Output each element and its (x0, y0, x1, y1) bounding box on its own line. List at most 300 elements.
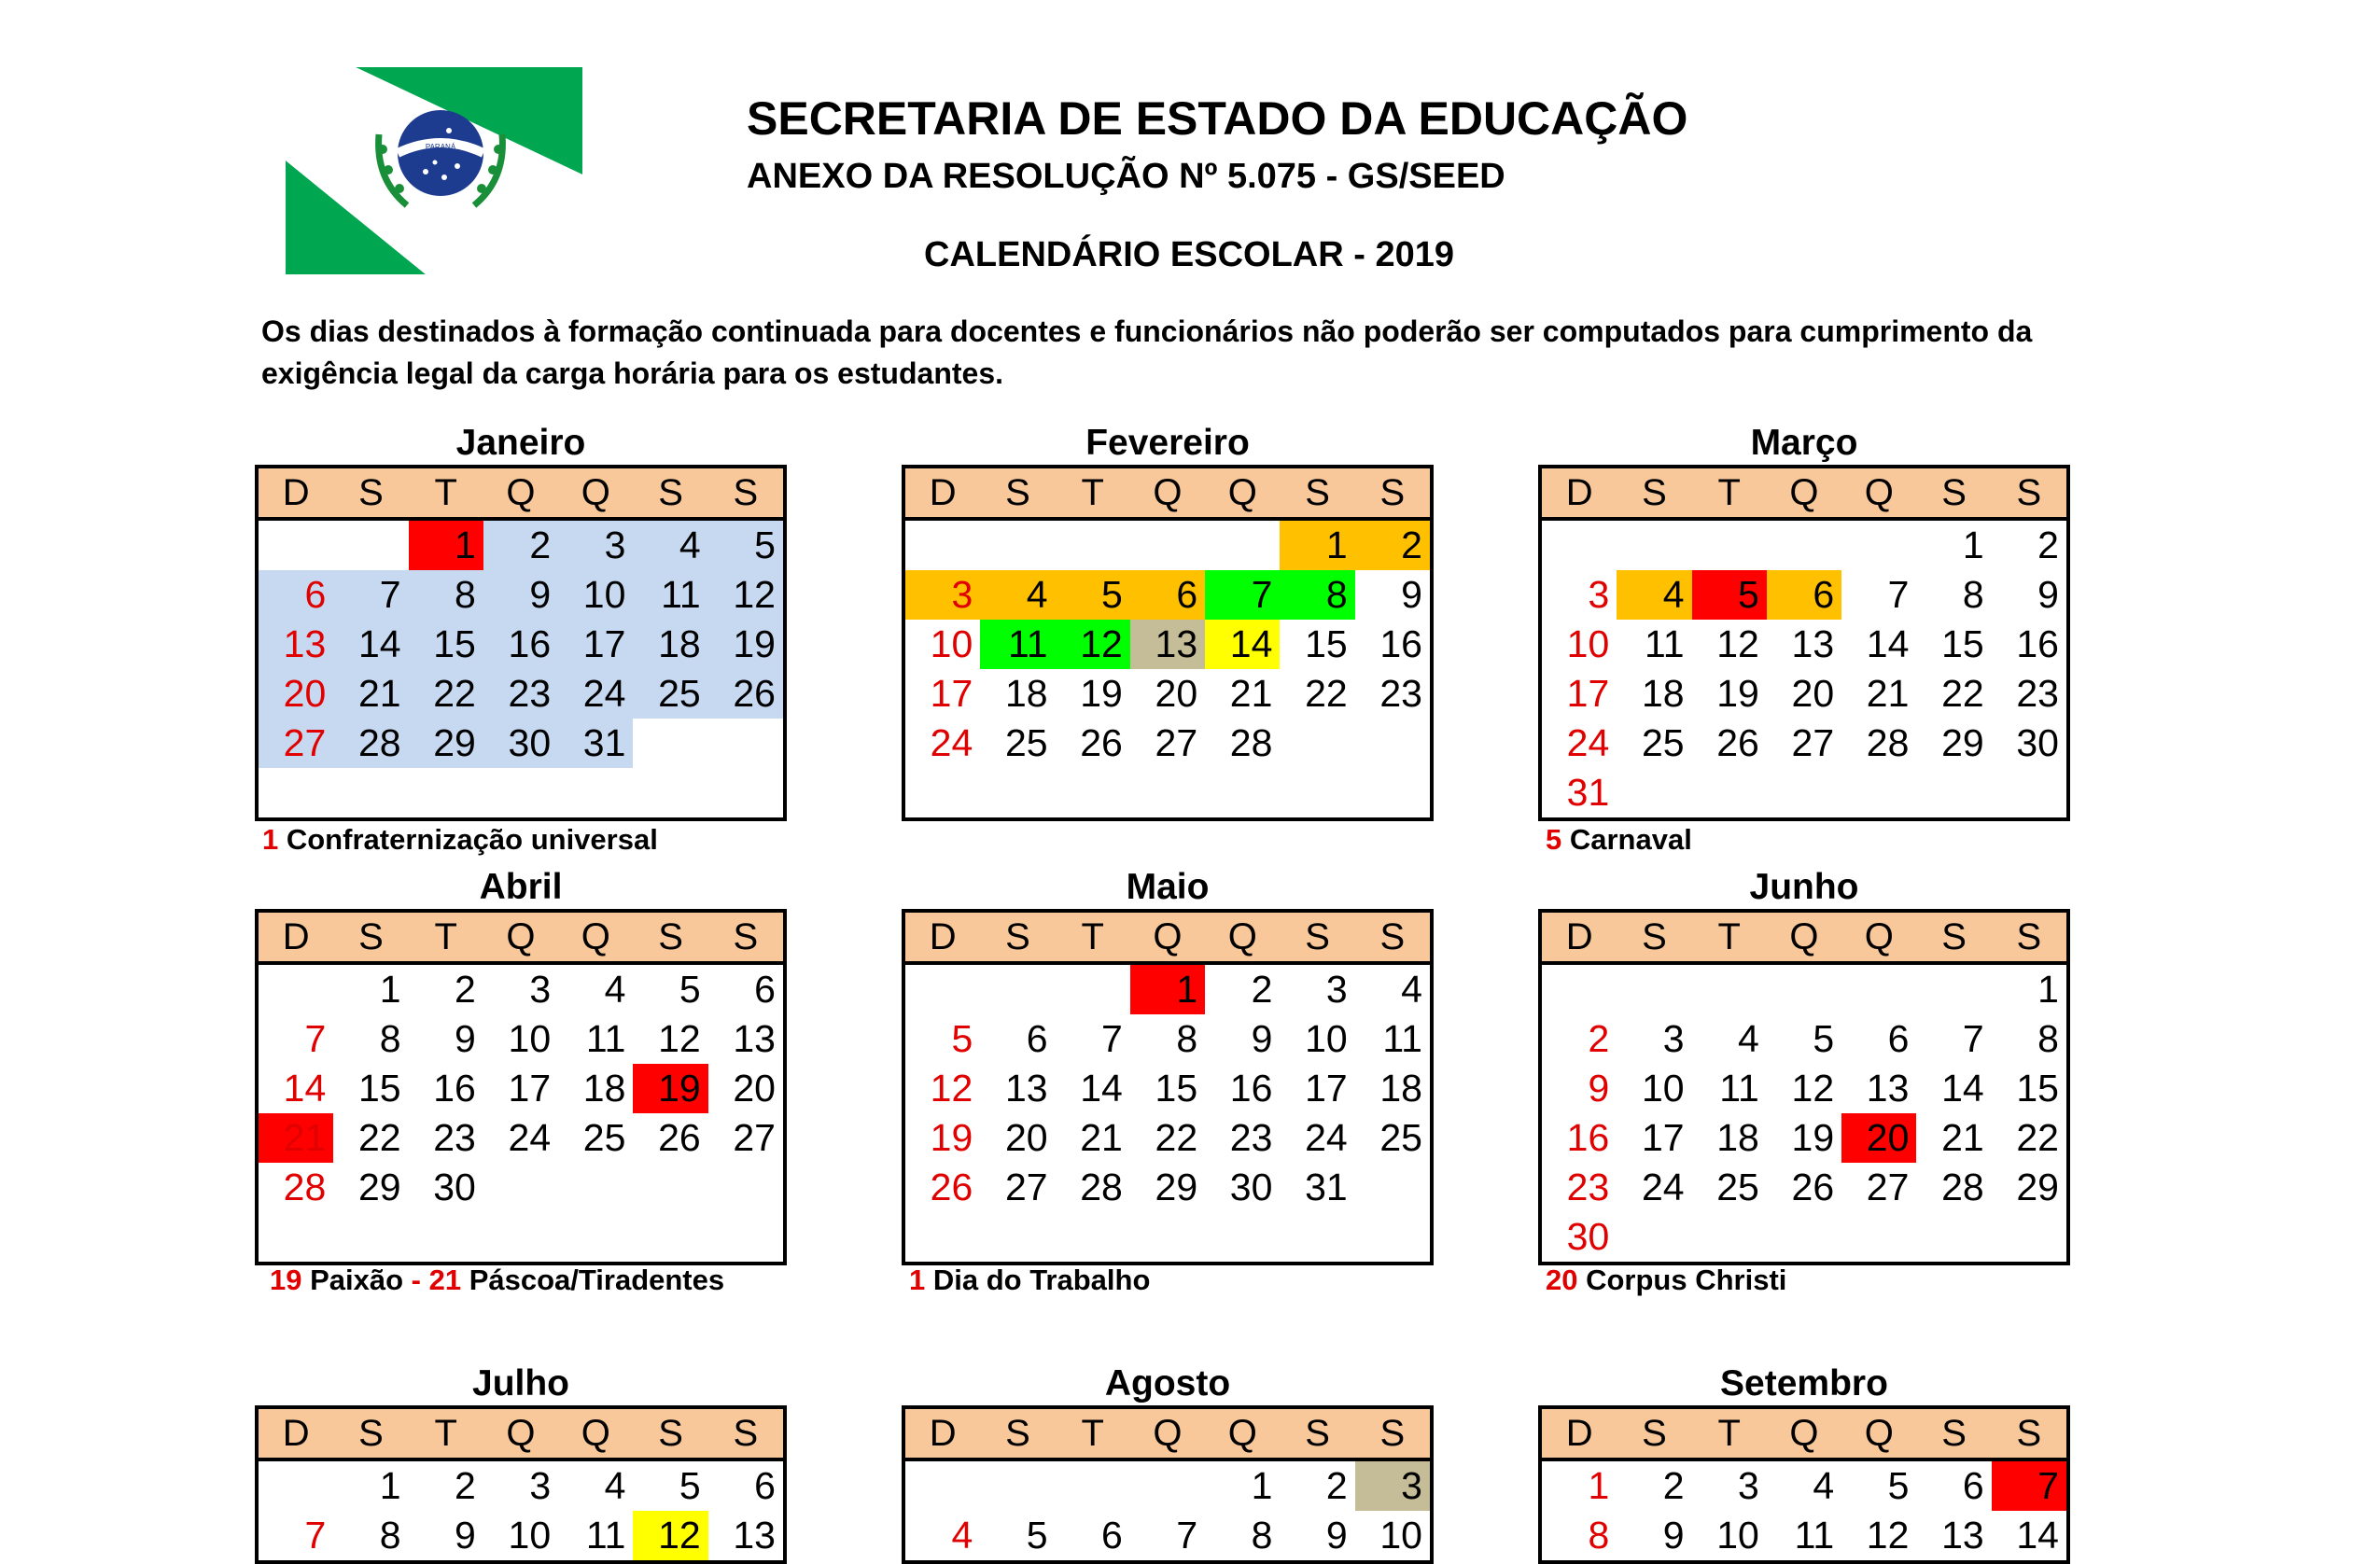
day-cell: 16 (1229, 1067, 1273, 1110)
day-cell: 3 (1355, 1461, 1430, 1511)
day-cell: 8 (1251, 1514, 1273, 1557)
day-cell: 3 (529, 968, 552, 1011)
weekday-label: S (1379, 472, 1406, 513)
holiday-note (262, 823, 658, 857)
week-row (905, 719, 1430, 768)
day-cell: 3 (905, 570, 980, 620)
month-agosto (902, 1362, 1434, 1564)
note-description: Páscoa/Tiradentes (461, 1264, 725, 1296)
day-cell: 12 (1791, 1067, 1835, 1110)
weekday-label: T (1717, 1413, 1741, 1454)
day-cell: 21 (333, 669, 408, 719)
holiday-note (1546, 823, 1692, 857)
day-cell: 8 (379, 1514, 401, 1557)
weekday-label: D (282, 472, 310, 513)
day-cell: 11 (980, 620, 1055, 669)
month-days (1542, 1461, 2066, 1560)
weekday-label: S (2016, 472, 2042, 513)
day-cell (1130, 521, 1205, 570)
day-cell: 19 (1716, 672, 1759, 715)
day-cell: 15 (1941, 622, 1984, 665)
day-cell: 10 (508, 1514, 552, 1557)
month-name: Abril (479, 867, 563, 907)
day-cell: 23 (483, 669, 558, 719)
day-cell (1692, 1212, 1767, 1262)
day-cell (1767, 521, 1841, 570)
day-cell: 22 (409, 669, 483, 719)
day-cell: 21 (1941, 1116, 1984, 1159)
day-cell: 25 (582, 1116, 626, 1159)
flag-text: PARANÁ (425, 143, 456, 151)
day-cell: 5 (1056, 570, 1130, 620)
day-cell: 9 (1588, 1067, 1610, 1110)
weekday-label: S (1005, 1413, 1030, 1454)
month-name: Setembro (1720, 1363, 1888, 1403)
weekday-header (1542, 468, 2066, 521)
day-cell: 16 (483, 620, 558, 669)
weekday-label: Q (1227, 1413, 1257, 1454)
day-cell: 27 (1791, 721, 1835, 764)
day-cell (1992, 1212, 2066, 1262)
day-cell: 1 (1251, 1464, 1273, 1507)
day-cell: 30 (1229, 1166, 1273, 1208)
day-cell (483, 1163, 558, 1212)
day-cell: 25 (1641, 721, 1685, 764)
week-row (1542, 1212, 2066, 1262)
day-cell (558, 1163, 633, 1212)
day-cell: 9 (455, 1017, 476, 1060)
weekday-label: Q (1864, 1413, 1894, 1454)
week-row (1542, 1163, 2066, 1212)
day-cell: 16 (1379, 622, 1422, 665)
day-cell (483, 1212, 558, 1262)
day-cell: 26 (1716, 721, 1759, 764)
day-cell (1205, 521, 1280, 570)
day-cell: 5 (951, 1017, 973, 1060)
day-cell: 4 (1617, 570, 1691, 620)
day-cell: 3 (1325, 968, 1348, 1011)
day-cell: 2 (1251, 968, 1273, 1011)
day-cell: 17 (508, 1067, 552, 1110)
day-cell (1692, 768, 1767, 817)
day-cell: 7 (1992, 1461, 2066, 1511)
day-cell: 21 (1229, 672, 1273, 715)
week-row (1542, 669, 2066, 719)
day-cell: 3 (1738, 1464, 1759, 1507)
day-cell (1992, 768, 2066, 817)
week-row (259, 1014, 783, 1064)
day-cell: 24 (508, 1116, 552, 1159)
month-name: Junho (1749, 867, 1859, 907)
weekday-label: S (2016, 916, 2042, 957)
page-title: SECRETARIA DE ESTADO DA EDUCAÇÃO (747, 92, 1688, 145)
weekday-label: Q (581, 916, 610, 957)
day-cell: 21 (1866, 672, 1910, 715)
month-name: Fevereiro (1085, 423, 1250, 463)
day-cell: 22 (2016, 1116, 2059, 1159)
month-table (1538, 1405, 2070, 1564)
day-cell: 4 (980, 570, 1055, 620)
weekday-label: D (929, 472, 957, 513)
day-cell: 4 (633, 521, 707, 570)
weekday-label: S (1941, 472, 1967, 513)
weekday-label: S (1305, 916, 1330, 957)
day-cell: 30 (1566, 1215, 1610, 1258)
day-cell (1916, 768, 1991, 817)
note-day-number: 1 (909, 1264, 926, 1296)
week-row (905, 1461, 1430, 1511)
day-cell (259, 1212, 333, 1262)
month-days (1542, 521, 2066, 817)
note-day-number: 20 (1546, 1264, 1578, 1296)
month-abril (255, 866, 787, 1265)
day-cell: 17 (1641, 1116, 1685, 1159)
day-cell (980, 521, 1055, 570)
week-row (905, 620, 1430, 669)
day-cell: 9 (1251, 1017, 1273, 1060)
notice-text (261, 311, 2175, 395)
weekday-label: D (1565, 472, 1593, 513)
weekday-label: T (1081, 916, 1104, 957)
day-cell: 6 (1101, 1514, 1123, 1557)
weekday-label: S (1005, 472, 1030, 513)
day-cell: 11 (585, 1514, 626, 1557)
day-cell (1355, 768, 1430, 817)
week-row (259, 1461, 783, 1511)
day-cell: 13 (1004, 1067, 1048, 1110)
day-cell: 5 (1692, 570, 1767, 620)
week-row (259, 521, 783, 570)
day-cell: 7 (304, 1017, 327, 1060)
day-cell: 1 (1962, 524, 1984, 566)
weekday-label: Q (1789, 916, 1819, 957)
week-row (259, 669, 783, 719)
day-cell (1355, 1163, 1430, 1212)
day-cell: 14 (2016, 1514, 2059, 1557)
notice-line-2: exigência legal da carga horária para os estudantes. (261, 356, 1003, 390)
weekday-header (1542, 913, 2066, 965)
day-cell: 10 (1305, 1017, 1348, 1060)
month-julho (255, 1362, 787, 1564)
day-cell: 14 (1941, 1067, 1984, 1110)
weekday-label: S (1305, 1413, 1330, 1454)
day-cell (1841, 965, 1916, 1014)
day-cell: 17 (558, 620, 633, 669)
weekday-label: D (929, 916, 957, 957)
day-cell (259, 768, 333, 817)
day-cell: 14 (1080, 1067, 1123, 1110)
day-cell: 23 (433, 1116, 476, 1159)
day-cell: 27 (733, 1116, 776, 1159)
day-cell (633, 719, 707, 768)
day-cell: 28 (333, 719, 408, 768)
week-row (905, 1113, 1430, 1163)
day-cell (1617, 768, 1691, 817)
day-cell: 27 (1866, 1166, 1910, 1208)
day-cell: 6 (1767, 570, 1841, 620)
note-day-number: - 21 (411, 1264, 462, 1296)
day-cell (708, 1212, 783, 1262)
page-subtitle: ANEXO DA RESOLUÇÃO Nº 5.075 - GS/SEED (747, 157, 1505, 196)
day-cell: 4 (604, 968, 626, 1011)
week-row (905, 521, 1430, 570)
day-cell (708, 719, 783, 768)
day-cell: 23 (1566, 1166, 1610, 1208)
day-cell: 7 (1887, 573, 1910, 616)
day-cell: 18 (1004, 672, 1048, 715)
day-cell: 18 (1379, 1067, 1422, 1110)
day-cell: 12 (1866, 1514, 1910, 1557)
day-cell: 31 (1305, 1166, 1348, 1208)
weekday-label: S (1379, 1413, 1406, 1454)
week-row (905, 1014, 1430, 1064)
day-cell (1841, 768, 1916, 817)
weekday-label: Q (1789, 472, 1819, 513)
day-cell: 25 (1716, 1166, 1759, 1208)
day-cell: 24 (1566, 721, 1610, 764)
weekday-label: T (1081, 472, 1104, 513)
note-description: Dia do Trabalho (925, 1264, 1151, 1296)
day-cell: 6 (1887, 1017, 1910, 1060)
day-cell (1767, 768, 1841, 817)
day-cell (905, 965, 980, 1014)
day-cell: 19 (633, 1064, 707, 1113)
day-cell (980, 965, 1055, 1014)
day-cell: 12 (1716, 622, 1759, 665)
week-row (1542, 768, 2066, 817)
day-cell: 29 (2016, 1166, 2059, 1208)
day-cell: 15 (357, 1067, 401, 1110)
weekday-label: S (733, 1413, 759, 1454)
day-cell: 8 (2037, 1017, 2059, 1060)
day-cell: 23 (2016, 672, 2059, 715)
weekday-label: T (434, 472, 457, 513)
day-cell: 11 (1794, 1514, 1835, 1557)
week-row (1542, 1113, 2066, 1163)
day-cell: 24 (930, 721, 973, 764)
month-name: Maio (1126, 867, 1210, 907)
weekday-label: Q (1153, 472, 1183, 513)
day-cell: 1 (379, 1464, 401, 1507)
day-cell (1205, 768, 1280, 817)
day-cell: 21 (259, 1113, 333, 1163)
day-cell: 14 (283, 1067, 327, 1110)
day-cell: 25 (1379, 1116, 1422, 1159)
day-cell: 8 (1280, 570, 1354, 620)
day-cell: 3 (1662, 1017, 1685, 1060)
day-cell: 12 (633, 1511, 707, 1560)
week-row (1542, 620, 2066, 669)
week-row (905, 570, 1430, 620)
day-cell: 4 (1738, 1017, 1759, 1060)
day-cell: 2 (1355, 521, 1430, 570)
month-table (1538, 465, 2070, 821)
weekday-label: S (1305, 472, 1330, 513)
day-cell: 13 (733, 1514, 776, 1557)
weekday-label: S (1941, 1413, 1967, 1454)
day-cell (980, 1212, 1055, 1262)
day-cell (1767, 965, 1841, 1014)
day-cell: 5 (708, 521, 783, 570)
day-cell (905, 1212, 980, 1262)
day-cell (980, 768, 1055, 817)
week-row (905, 1212, 1430, 1262)
month-table (1538, 909, 2070, 1265)
day-cell: 2 (1662, 1464, 1685, 1507)
note-day-number: 1 (262, 823, 279, 856)
day-cell: 3 (1588, 573, 1610, 616)
day-cell: 7 (1205, 570, 1280, 620)
weekday-label: T (1717, 916, 1741, 957)
month-maio (902, 866, 1434, 1265)
day-cell (1130, 1461, 1205, 1511)
month-table (255, 909, 787, 1265)
day-cell: 13 (1866, 1067, 1910, 1110)
day-cell: 1 (1588, 1464, 1610, 1507)
weekday-header (259, 468, 783, 521)
weekday-label: T (434, 916, 457, 957)
month-name: Agosto (1104, 1363, 1231, 1403)
note-description: Confraternização universal (278, 823, 658, 856)
day-cell: 29 (1941, 721, 1984, 764)
day-cell: 7 (333, 570, 408, 620)
day-cell: 29 (409, 719, 483, 768)
day-cell: 8 (1588, 1514, 1610, 1557)
day-cell: 2 (483, 521, 558, 570)
day-cell: 4 (1813, 1464, 1835, 1507)
day-cell: 31 (1566, 771, 1610, 814)
day-cell: 26 (1080, 721, 1123, 764)
weekday-label: Q (506, 472, 536, 513)
weekday-label: Q (1864, 472, 1894, 513)
weekday-label: D (1565, 916, 1593, 957)
weekday-label: D (1565, 1413, 1593, 1454)
day-cell: 16 (433, 1067, 476, 1110)
week-row (1542, 1064, 2066, 1113)
day-cell (1355, 719, 1430, 768)
day-cell: 5 (679, 968, 701, 1011)
day-cell: 14 (1205, 620, 1280, 669)
weekday-header (905, 913, 1430, 965)
weekday-header (905, 468, 1430, 521)
month-março (1538, 422, 2070, 821)
day-cell: 20 (1841, 1113, 1916, 1163)
month-setembro (1538, 1362, 2070, 1564)
day-cell (1692, 521, 1767, 570)
day-cell: 21 (1080, 1116, 1123, 1159)
day-cell: 30 (433, 1166, 476, 1208)
weekday-label: S (658, 472, 683, 513)
day-cell: 2 (1588, 1017, 1610, 1060)
day-cell: 17 (1566, 672, 1610, 715)
day-cell: 13 (1941, 1514, 1984, 1557)
holiday-note (909, 1264, 1150, 1297)
day-cell: 15 (409, 620, 483, 669)
weekday-label: S (1642, 472, 1667, 513)
day-cell: 8 (1962, 573, 1984, 616)
day-cell: 10 (1641, 1067, 1685, 1110)
day-cell: 9 (455, 1514, 476, 1557)
day-cell: 24 (1641, 1166, 1685, 1208)
day-cell: 12 (1056, 620, 1130, 669)
day-cell: 14 (333, 620, 408, 669)
day-cell (633, 1163, 707, 1212)
day-cell: 30 (483, 719, 558, 768)
day-cell: 10 (1716, 1514, 1759, 1557)
day-cell (1056, 1461, 1130, 1511)
day-cell: 29 (1155, 1166, 1198, 1208)
month-junho (1538, 866, 2070, 1265)
day-cell: 20 (1004, 1116, 1048, 1159)
day-cell: 11 (1719, 1067, 1759, 1110)
day-cell (1130, 768, 1205, 817)
day-cell: 27 (1004, 1166, 1048, 1208)
day-cell (1767, 1212, 1841, 1262)
day-cell (1355, 1212, 1430, 1262)
weekday-header (259, 913, 783, 965)
note-day-number: 5 (1546, 823, 1562, 856)
week-row (1542, 965, 2066, 1014)
weekday-label: Q (506, 1413, 536, 1454)
day-cell: 9 (483, 570, 558, 620)
day-cell: 29 (357, 1166, 401, 1208)
weekday-header (1542, 1409, 2066, 1461)
notice-line-1: Os dias destinados à formação continuada para docentes e funcionários não poderão ser computados para cumprimento da (261, 314, 2033, 348)
day-cell (1056, 521, 1130, 570)
day-cell: 7 (1962, 1017, 1984, 1060)
day-cell: 12 (930, 1067, 973, 1110)
day-cell: 22 (1155, 1116, 1198, 1159)
day-cell: 18 (582, 1067, 626, 1110)
month-days (905, 1461, 1430, 1560)
weekday-label: T (434, 1413, 457, 1454)
day-cell: 19 (1080, 672, 1123, 715)
weekday-label: S (358, 1413, 384, 1454)
day-cell: 12 (658, 1017, 701, 1060)
month-days (1542, 965, 2066, 1262)
day-cell (409, 768, 483, 817)
day-cell: 20 (259, 669, 333, 719)
day-cell: 9 (1401, 573, 1422, 616)
day-cell: 12 (708, 570, 783, 620)
note-day-number: 19 (270, 1264, 302, 1296)
day-cell (558, 768, 633, 817)
day-cell: 20 (1155, 672, 1198, 715)
day-cell (333, 1212, 408, 1262)
weekday-label: S (1005, 916, 1030, 957)
day-cell: 6 (259, 570, 333, 620)
month-table (902, 909, 1434, 1265)
day-cell: 27 (259, 719, 333, 768)
day-cell: 5 (679, 1464, 701, 1507)
holiday-note (1546, 1264, 1786, 1297)
day-cell: 10 (1566, 622, 1610, 665)
month-days (905, 965, 1430, 1262)
week-row (259, 965, 783, 1014)
weekday-label: D (282, 1413, 310, 1454)
day-cell: 15 (1305, 622, 1348, 665)
day-cell: 7 (1101, 1017, 1123, 1060)
day-cell: 2 (455, 968, 476, 1011)
week-row (905, 965, 1430, 1014)
weekday-label: S (1642, 916, 1667, 957)
day-cell (1841, 1212, 1916, 1262)
week-row (1542, 719, 2066, 768)
day-cell (259, 1461, 333, 1511)
day-cell: 24 (1305, 1116, 1348, 1159)
day-cell: 4 (1401, 968, 1422, 1011)
day-cell: 9 (1325, 1514, 1348, 1557)
